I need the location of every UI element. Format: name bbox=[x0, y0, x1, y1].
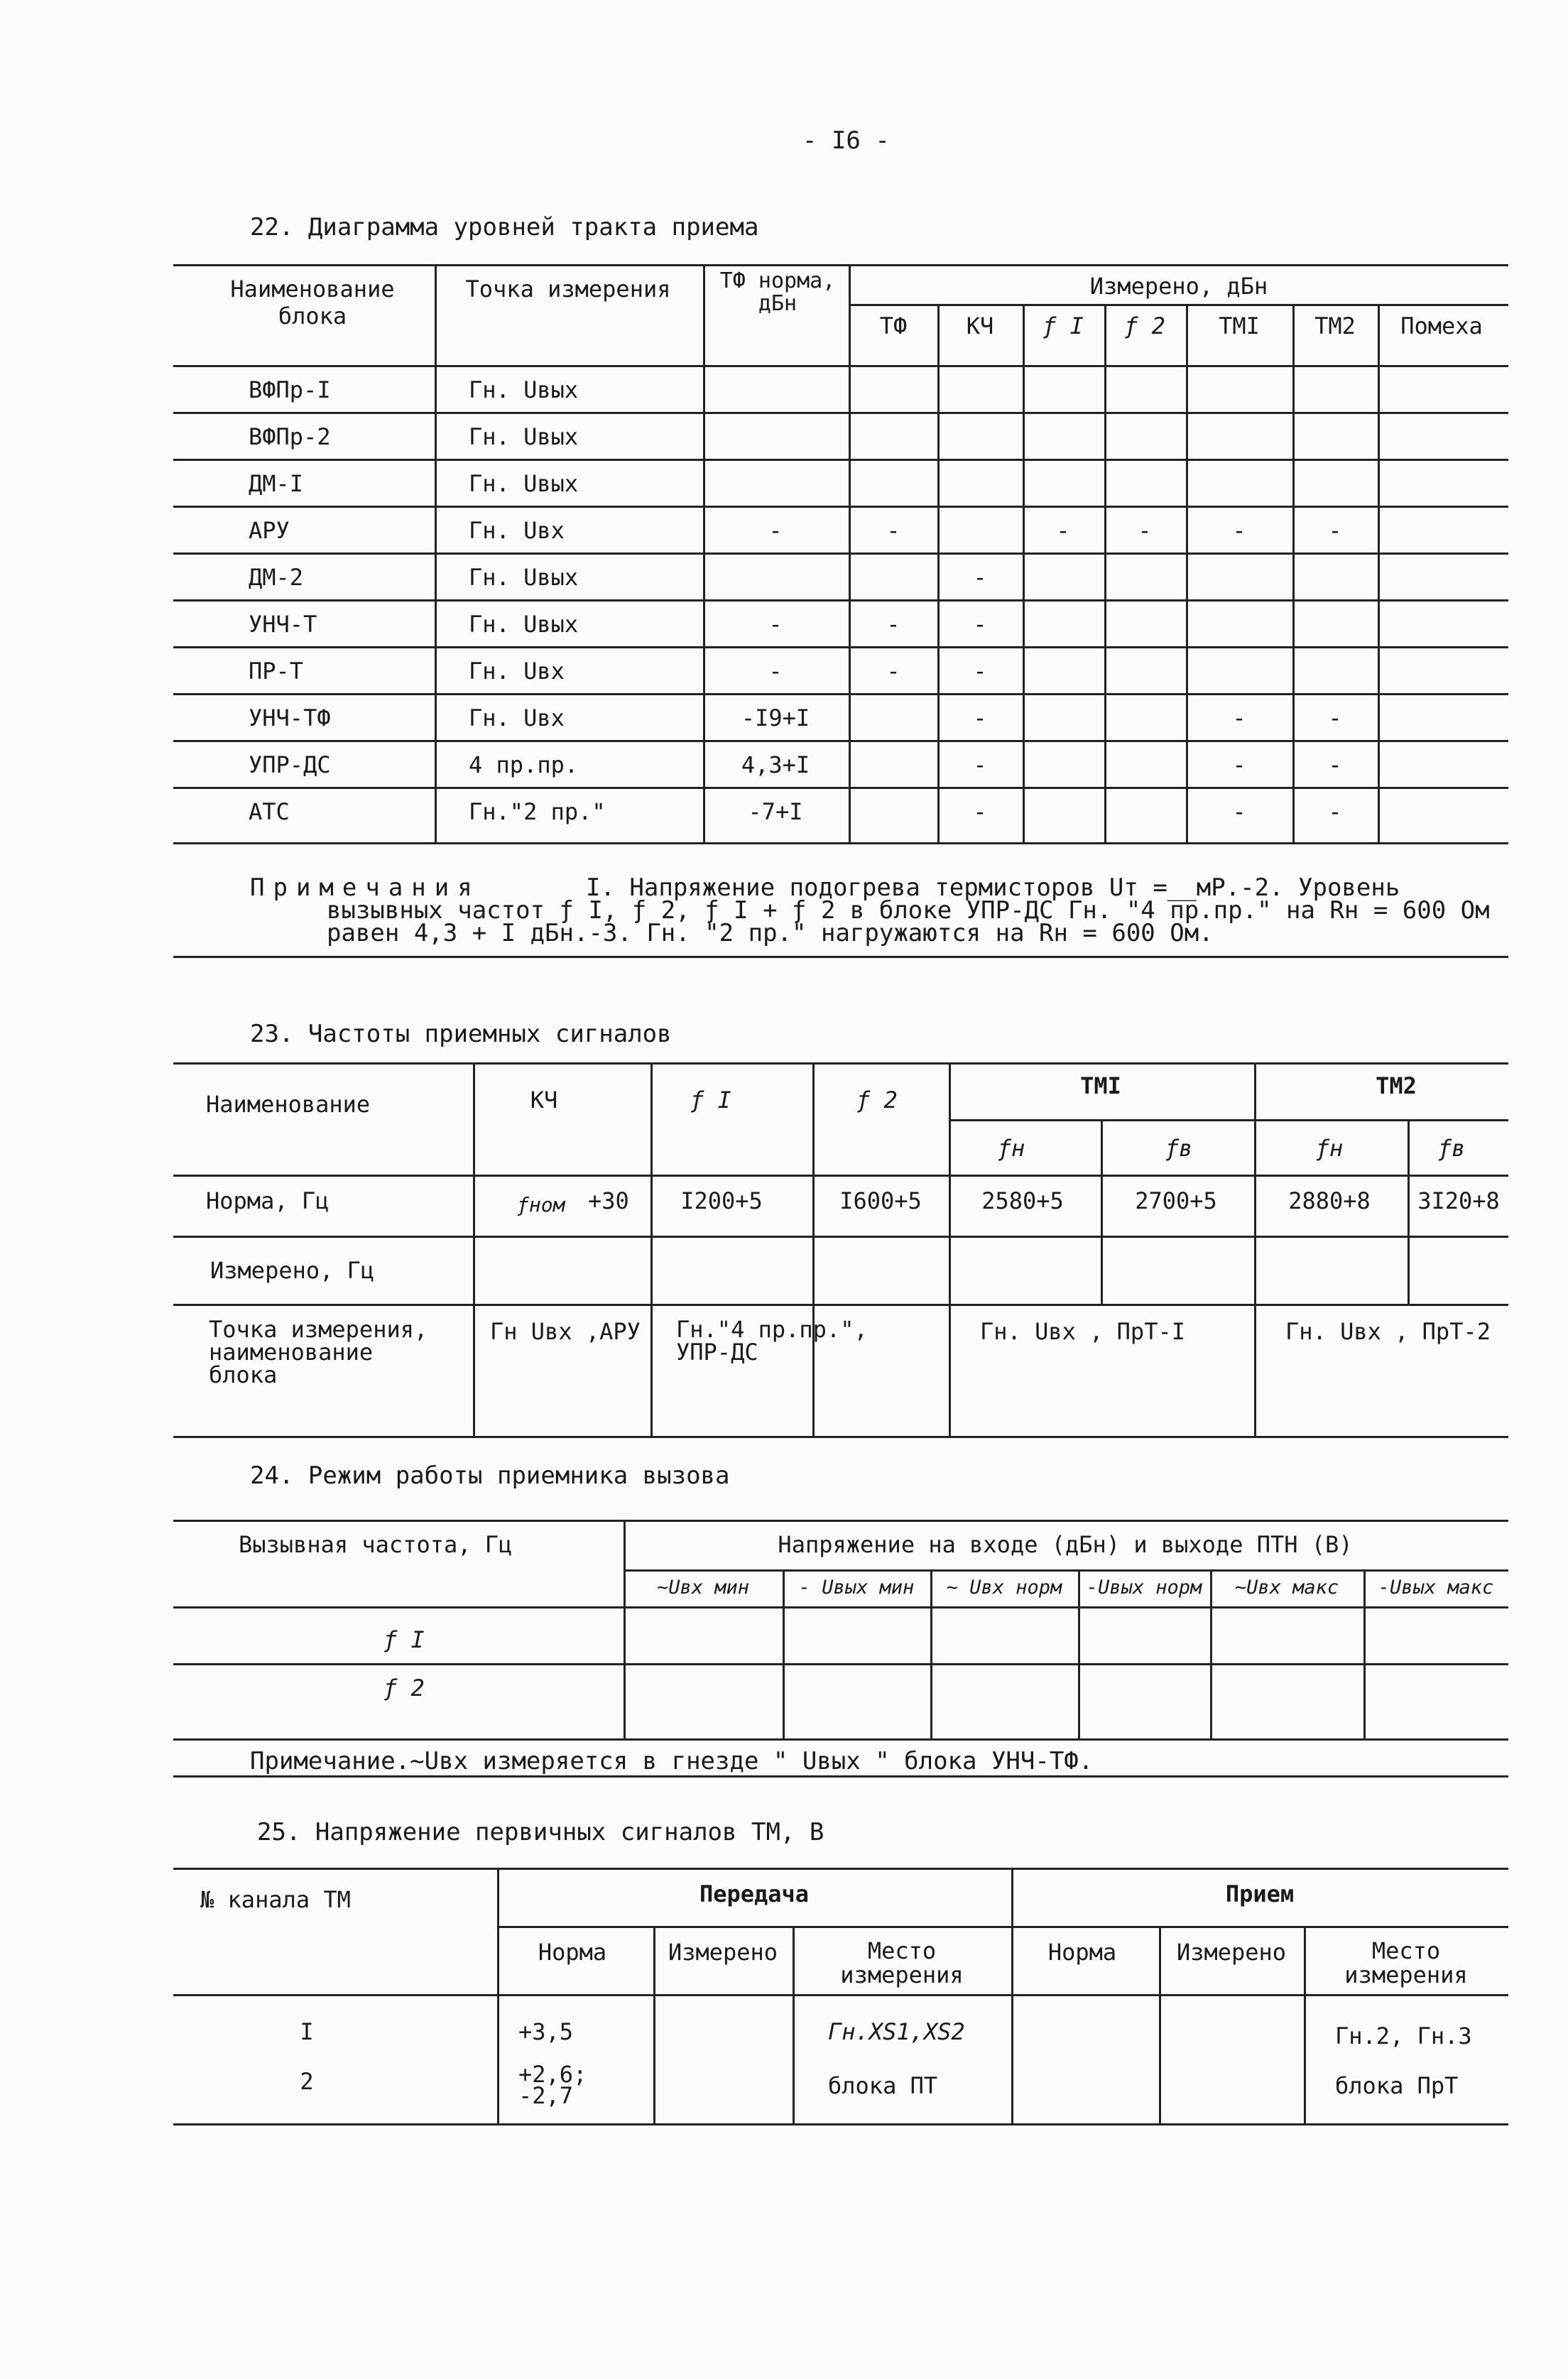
col-header-measured: Измерено, дБн bbox=[1089, 273, 1268, 300]
col-header-tf: ТФ bbox=[879, 312, 908, 339]
row-name: УПР-ДС bbox=[249, 751, 331, 778]
t24-row-f2: ƒ 2 bbox=[383, 1675, 425, 1702]
t24-sub-uout-min: - Uвых мин bbox=[798, 1577, 915, 1599]
t23-tm1-fn: ƒн bbox=[997, 1135, 1025, 1162]
row-value: - bbox=[973, 658, 987, 685]
page-number: - I6 - bbox=[802, 126, 890, 155]
t25-header-receive: Прием bbox=[1225, 1880, 1295, 1907]
t23-tm1-fv: ƒв bbox=[1165, 1135, 1193, 1162]
row-value: - bbox=[1232, 798, 1246, 825]
row-name: АРУ bbox=[249, 517, 290, 544]
t25-row2-channel: 2 bbox=[300, 2068, 314, 2095]
t25-sub-rx-place: Место измерения bbox=[1344, 1937, 1468, 1988]
row-point: Гн. Uвых bbox=[469, 470, 579, 497]
row-name: ДМ-2 bbox=[249, 564, 304, 591]
row-norm: - bbox=[768, 658, 783, 685]
note-22-line-3: равен 4,3 + I дБн.-3. Гн. "2 пр." нагружаются на Rн = 600 Ом. bbox=[327, 919, 1214, 947]
t23-header-tm2: ТМ2 bbox=[1376, 1072, 1417, 1099]
row-value: - bbox=[1328, 517, 1342, 544]
row-value: - bbox=[886, 611, 900, 638]
t23-tm2-fv: ƒв bbox=[1437, 1135, 1466, 1162]
t23-point-label: Точка измерения, наименование блока bbox=[209, 1316, 428, 1388]
t24-header-freq: Вызывная частота, Гц bbox=[239, 1531, 513, 1558]
note-24: Примечание.~Uвх измеряется в гнезде " Uвых " блока УНЧ-ТФ. bbox=[250, 1747, 1094, 1775]
section-25-title: 25. Напряжение первичных сигналов ТМ, В bbox=[257, 1818, 824, 1846]
row-norm: 4,3+I bbox=[741, 751, 810, 778]
row-name: ВФПр-I bbox=[249, 376, 331, 403]
t25-row2-place-rx: блока ПрТ bbox=[1335, 2072, 1459, 2099]
row-value: - bbox=[1328, 704, 1342, 731]
t23-norm-kch-sym: ƒном bbox=[517, 1193, 565, 1216]
row-point: Гн. Uвых bbox=[469, 423, 579, 450]
t23-norm-tm1-fn: 2580+5 bbox=[981, 1187, 1064, 1214]
t25-sub-rx-norm: Норма bbox=[1047, 1939, 1117, 1966]
row-value: - bbox=[973, 611, 987, 638]
row-name: АТС bbox=[249, 798, 290, 825]
row-value: - bbox=[1138, 517, 1152, 544]
row-point: Гн. Uвх bbox=[469, 704, 565, 731]
col-header-point: Точка измерения bbox=[465, 276, 671, 303]
t23-norm-f1: I200+5 bbox=[680, 1187, 763, 1214]
row-name: УНЧ-Т bbox=[249, 611, 317, 638]
t23-norm-tm2-fv: 3I20+8 bbox=[1417, 1187, 1500, 1214]
row-name: УНЧ-ТФ bbox=[249, 704, 331, 731]
row-point: Гн. Uвх bbox=[469, 658, 565, 685]
row-point: Гн. Uвых bbox=[469, 611, 579, 638]
section-23-title: 23. Частоты приемных сигналов bbox=[250, 1020, 672, 1048]
row-point: Гн."2 пр." bbox=[469, 798, 606, 825]
t23-point-tm2: Гн. Uвх , ПрТ-2 bbox=[1285, 1318, 1491, 1345]
row-value: - bbox=[973, 798, 987, 825]
col-header-name: Наименование блока bbox=[230, 276, 395, 330]
t23-header-tm1: ТМI bbox=[1080, 1072, 1121, 1099]
row-norm: - bbox=[768, 517, 783, 544]
row-value: - bbox=[1056, 517, 1070, 544]
row-point: Гн. Uвых bbox=[469, 376, 579, 403]
t24-header-voltage: Напряжение на входе (дБн) и выходе ПТН (В) bbox=[778, 1531, 1353, 1558]
row-name: ВФПр-2 bbox=[249, 423, 331, 450]
t25-header-channel: № канала ТМ bbox=[200, 1886, 351, 1913]
row-value: - bbox=[1232, 704, 1246, 731]
col-header-noise: Помеха bbox=[1400, 312, 1483, 339]
t24-row-f1: ƒ I bbox=[383, 1626, 425, 1653]
row-point: 4 пр.пр. bbox=[469, 751, 579, 778]
t25-row2-norm: +2,6; -2,7 bbox=[518, 2061, 587, 2109]
t23-measured-label: Измерено, Гц bbox=[210, 1257, 375, 1284]
row-value: - bbox=[973, 564, 987, 591]
row-name: ДМ-I bbox=[249, 470, 304, 497]
row-name: ПР-Т bbox=[249, 658, 304, 685]
row-value: - bbox=[1232, 517, 1246, 544]
row-norm: -7+I bbox=[748, 798, 803, 825]
row-value: - bbox=[1328, 798, 1342, 825]
row-value: - bbox=[1328, 751, 1342, 778]
t23-header-name: Наименование bbox=[206, 1091, 371, 1118]
t23-header-f1: ƒ I bbox=[690, 1087, 731, 1114]
t25-sub-rx-measured: Измерено bbox=[1176, 1939, 1287, 1966]
row-value: - bbox=[973, 751, 987, 778]
t24-sub-uin-min: ~Uвх мин bbox=[656, 1577, 750, 1599]
row-value: - bbox=[1232, 751, 1246, 778]
col-header-tm2: ТМ2 bbox=[1314, 312, 1356, 339]
t25-row1-channel: I bbox=[300, 2018, 314, 2045]
t23-point-tm1: Гн. Uвх , ПрТ-I bbox=[980, 1318, 1185, 1345]
t24-sub-uin-max: ~Uвх макс bbox=[1234, 1577, 1339, 1599]
t23-norm-tm2-fn: 2880+8 bbox=[1288, 1187, 1371, 1214]
row-point: Гн. Uвых bbox=[469, 564, 579, 591]
row-value: - bbox=[886, 517, 900, 544]
t25-header-transmit: Передача bbox=[699, 1880, 810, 1907]
note-22-label: Примечания bbox=[250, 873, 481, 902]
col-header-tm1: ТМI bbox=[1219, 312, 1260, 339]
col-header-f2: ƒ 2 bbox=[1124, 312, 1165, 339]
section-24-title: 24. Режим работы приемника вызова bbox=[250, 1461, 730, 1490]
t23-norm-f2: I600+5 bbox=[839, 1187, 922, 1214]
t25-sub-tx-measured: Измерено bbox=[668, 1939, 778, 1966]
t23-tm2-fn: ƒн bbox=[1315, 1135, 1344, 1162]
t25-row2-place-tx: блока ПТ bbox=[828, 2072, 938, 2099]
row-value: - bbox=[886, 658, 900, 685]
section-22-title: 22. Диаграмма уровней тракта приема bbox=[250, 213, 759, 241]
t24-sub-uin-norm: ~ Uвх норм bbox=[946, 1577, 1062, 1599]
t25-row1-norm: +3,5 bbox=[518, 2018, 574, 2045]
t23-point-f: Гн."4 пр.пр.", УПР-ДС bbox=[676, 1316, 868, 1366]
t23-point-kch: Гн Uвх ,АРУ bbox=[490, 1318, 641, 1345]
note-22-line-1: I. Напряжение подогрева термисторов Uт =__мР.-2. Уровень bbox=[586, 873, 1400, 902]
t23-norm-label: Норма, Гц bbox=[206, 1187, 330, 1214]
t25-sub-tx-norm: Норма bbox=[538, 1939, 607, 1966]
t23-header-f2: ƒ 2 bbox=[856, 1087, 898, 1114]
t25-sub-tx-place: Место измерения bbox=[840, 1937, 964, 1988]
row-norm: - bbox=[768, 611, 783, 638]
t23-norm-kch: +30 bbox=[588, 1187, 629, 1214]
t24-sub-uout-max: -Uвых макс bbox=[1378, 1577, 1494, 1599]
col-header-tf-norm: ТФ норма, дБн bbox=[719, 268, 836, 316]
t25-row1-place-tx: Гн.XS1,XS2 bbox=[828, 2018, 965, 2045]
row-point: Гн. Uвх bbox=[469, 517, 565, 544]
t23-norm-tm1-fv: 2700+5 bbox=[1135, 1187, 1217, 1214]
t23-header-kch: КЧ bbox=[530, 1087, 558, 1114]
t25-row1-place-rx: Гн.2, Гн.3 bbox=[1335, 2023, 1472, 2049]
col-header-f1: ƒ I bbox=[1042, 312, 1084, 339]
row-norm: -I9+I bbox=[741, 704, 810, 731]
row-value: - bbox=[973, 704, 987, 731]
col-header-kch: КЧ bbox=[966, 312, 994, 339]
note-22-line-2: вызывных частот ƒ I, ƒ 2, ƒ I + ƒ 2 в блоке УПР-ДС Гн. "4 пр.пр." на Rн = 600 Ом bbox=[327, 896, 1490, 925]
t24-sub-uout-norm: -Uвых норм bbox=[1086, 1577, 1202, 1599]
